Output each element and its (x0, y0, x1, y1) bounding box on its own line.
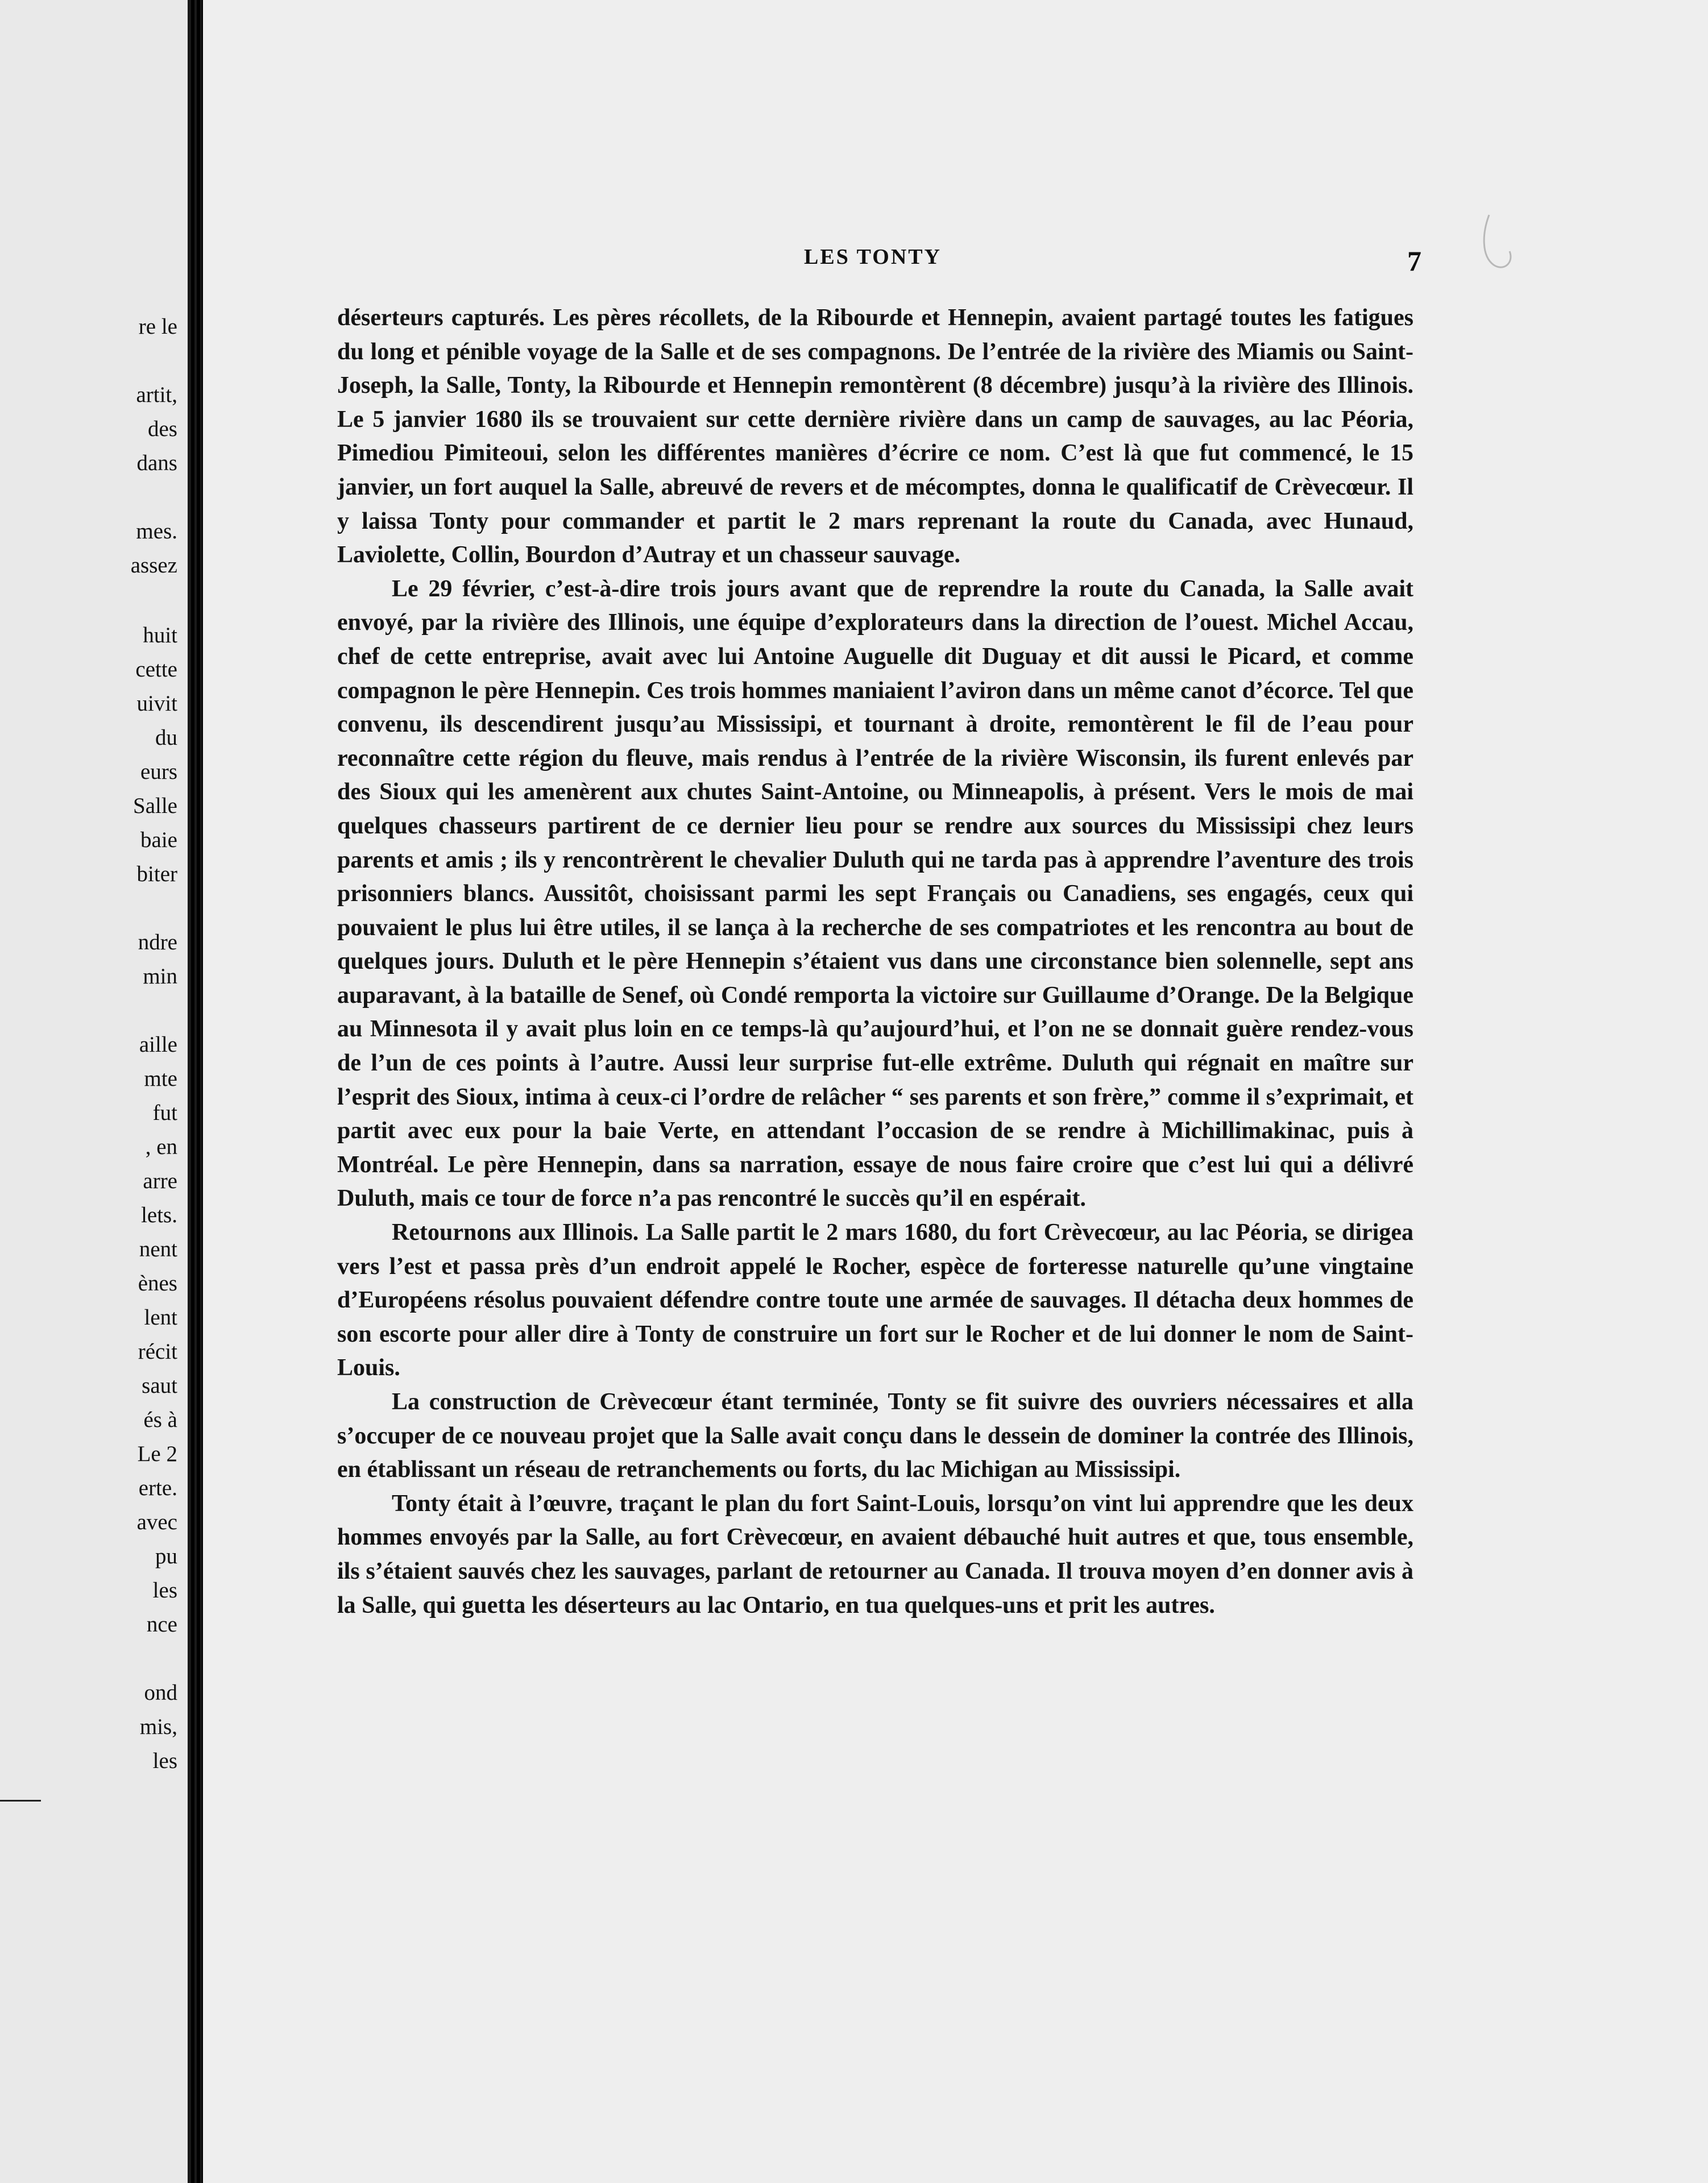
previous-page-text-fragment: huit (143, 623, 177, 648)
previous-page-text-fragment: mte (144, 1066, 177, 1091)
previous-page-text-fragment: ènes (138, 1271, 177, 1296)
gutter-line (194, 0, 197, 2183)
previous-page-text-fragment: uivit (136, 691, 177, 716)
previous-page-text-fragment: baie (140, 828, 177, 852)
previous-page-text-fragment: lent (144, 1305, 177, 1330)
previous-page-text-fragment: du (155, 725, 177, 750)
previous-page-text-fragment: avec (136, 1510, 177, 1534)
previous-page-text-fragment: re le (138, 314, 177, 339)
previous-page-text-fragment: mis, (139, 1715, 177, 1739)
previous-page-text-fragment: lets. (141, 1203, 177, 1227)
previous-page-text-fragment: dans (136, 451, 177, 475)
pencil-mark-icon (1477, 210, 1522, 273)
previous-page-text-fragment: ond (144, 1680, 177, 1705)
footnote-rule (0, 1800, 41, 1802)
paragraph: déserteurs capturés. Les pères récollets, de la Ribourde et Hennepin, avaient partagé toutes les fatigues du long et pénible voyage de la Salle et de ses compagnons. De l’entrée de la rivière des Miamis ou Saint-Joseph, la Salle, Tonty, la Ribourde et Hennepin remontèrent (8 décembre) jusqu’à la rivière des Illinois. Le 5 janvier 1680 ils se trouvaient sur cette dernière rivière dans un camp de sauvages, au lac Péoria, Pimediou Pimiteoui, selon les différentes manières d’écrire ce nom. C’est là que fut commencé, le 15 janvier, un fort auquel la Salle, abreuvé de revers et de mécomptes, donna le qualificatif de Crèvecœur. Il y laissa Tonty pour commander et partit le 2 mars reprenant la route du Canada, avec Hunaud, Laviolette, Collin, Bourdon d’Autray et un chasseur sauvage. (337, 305, 1413, 568)
body-text (337, 301, 1413, 1622)
previous-page-text-fragment: assez (130, 553, 177, 578)
paragraph: La construction de Crèvecœur étant terminée, Tonty se fit suivre des ouvriers nécessaires et alla s’occuper de ce nouveau projet que la Salle avait conçu dans le dessein de dominer la contrée des Illinois, en établissant un réseau de retranchements ou forts, du lac Michigan au Mississipi. (337, 1389, 1413, 1483)
previous-page-text-fragment: Le 2 (137, 1442, 177, 1466)
previous-page-text-fragment: des (148, 417, 177, 441)
previous-page-text-fragment: les (152, 1749, 177, 1773)
previous-page-text-fragment: récit (138, 1339, 177, 1364)
previous-page-text-fragment: , en (145, 1135, 177, 1159)
previous-page-text-fragment: erte. (138, 1476, 177, 1500)
previous-page-text-fragment: biter (136, 862, 177, 886)
previous-page-text-fragment: aille (139, 1032, 177, 1057)
gutter-line (200, 0, 202, 2183)
running-header: LES TONTY (804, 245, 942, 269)
previous-page-text-fragment: les (152, 1578, 177, 1603)
previous-page-text-fragment: pu (155, 1544, 177, 1568)
previous-page-text-fragment: Salle (133, 794, 177, 818)
previous-page-text-fragment: fut (152, 1101, 177, 1125)
previous-page-text-fragment: artit, (136, 383, 177, 407)
paragraph: Le 29 février, c’est-à-dire trois jours avant que de reprendre la route du Canada, la Salle avait envoyé, par la rivière des Illinois, une équipe d’explorateurs dans la direction de l’ouest. Michel Accau, chef de cette entreprise, avait avec lui Antoine Auguelle dit Duguay et dit aussi le Picard, et comme compagnon le père Hennepin. Ces trois hommes maniaient l’aviron dans un même canot d’écorce. Tel que convenu, ils descendirent jusqu’au Mississipi, et tournant à droite, remontèrent le fil de l’eau pour reconnaître cette région du fleuve, mais rendus à l’entrée de la rivière Wisconsin, ils furent enlevés par des Sioux qui les amenèrent aux chutes Saint-Antoine, ou Minneapolis, à présent. Vers le mois de mai quelques chasseurs partirent de ce dernier lieu pour se rendre aux sources du Mississipi chez leurs parents et amis ; ils y rencontrèrent le chevalier Duluth qui ne tarda pas à apprendre l’aventure des trois prisonniers blancs. Aussitôt, choisissant parmi les sept Français ou Canadiens, ses engagés, ceux qui pouvaient le plus lui être utiles, il se lança à la recherche de ses compatriotes et les rencontra au bout de quelques jours. Duluth et le père Hennepin s’étaient vus dans une circonstance bien solennelle, sept ans auparavant, à la bataille de Senef, où Condé remporta la victoire sur Guillaume d’Orange. De la Belgique au Minnesota il y avait plus loin en ce temps-là qu’aujourd’hui, et l’on ne se donnait guère rendez-vous de l’un de ces points à l’autre. Aussi leur surprise fut-elle extrême. Duluth qui régnait en maître sur l’esprit des Sioux, intima à ceux-ci l’ordre de relâcher “ ses parents et son frère,” comme il s’exprimait, et partit avec eux pour la baie Verte, en attendant l’occasion de se rendre à Michillimakinac, puis à Montréal. Le père Hennepin, dans sa narration, essaye de nous faire croire que c’est lui qui a délivré Duluth, mais ce tour de force n’a pas rencontré le succès qu’il en espérait. (337, 575, 1413, 1212)
page-number: 7 (1407, 245, 1421, 277)
previous-page-text-fragment: ndre (138, 930, 177, 954)
previous-page-text-fragment: nce (146, 1612, 177, 1637)
previous-page-text-fragment: arre (143, 1169, 177, 1193)
previous-page-fragment (0, 0, 188, 2183)
previous-page-text-fragment: min (143, 964, 177, 989)
previous-page-text-fragment: nent (139, 1237, 177, 1261)
paragraph: Retournons aux Illinois. La Salle partit le 2 mars 1680, du fort Crèvecœur, au lac Péoria, se dirigea vers l’est et passa près d’un endroit appelé le Rocher, espèce de forteresse naturelle qu’une vingtaine d’Européens résolus pouvaient défendre contre toute une armée de sauvages. Il détacha deux hommes de son escorte pour aller dire à Tonty de construire un fort sur le Rocher et de lui donner le nom de Saint-Louis. (337, 1219, 1413, 1381)
paragraph: Tonty était à l’œuvre, traçant le plan du fort Saint-Louis, lorsqu’on vint lui apprendre que les deux hommes envoyés par la Salle, au fort Crèvecœur, en avaient débauché huit autres et que, tous ensemble, ils s’étaient sauvés chez les sauvages, parlant de retourner au Canada. Il trouva moyen d’en donner avis à la Salle, qui guetta les déserteurs au lac Ontario, en tua quelques-uns et prit les autres. (337, 1490, 1413, 1618)
book-page (203, 0, 1708, 2183)
previous-page-text-fragment: cette (135, 657, 177, 682)
previous-page-text-fragment: saut (142, 1373, 177, 1398)
previous-page-text-fragment: mes. (136, 519, 177, 543)
previous-page-text-fragment: és à (143, 1408, 177, 1432)
previous-page-text-fragment: eurs (140, 760, 177, 784)
gutter-line (188, 0, 191, 2183)
